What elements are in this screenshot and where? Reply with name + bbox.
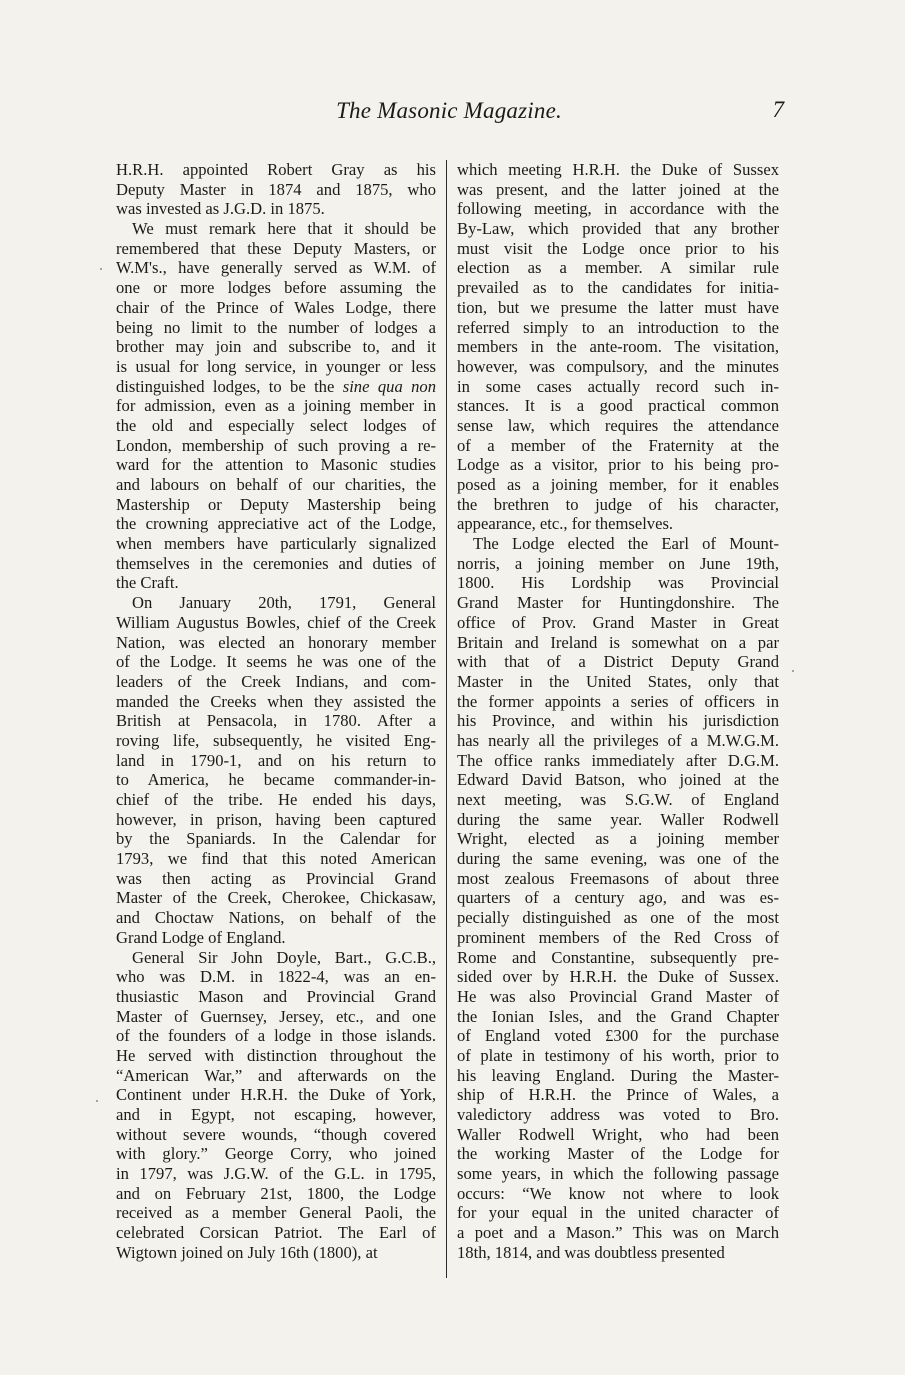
text-line: General Sir John Doyle, Bart., G.C.B., <box>132 947 436 967</box>
text-line: without severe wounds, “though covered <box>116 1124 436 1144</box>
text-line: was invested as J.G.D. in 1875. <box>116 199 325 219</box>
text-line: members in the ante-room. The visitation, <box>457 337 779 357</box>
text-line: to America, he became commander-in- <box>116 770 436 790</box>
text-line: when members have particularly signalized <box>116 534 436 554</box>
text-line: the former appoints a series of officers in <box>457 691 779 711</box>
text-line: posed as a joining member, for it enables <box>457 475 779 494</box>
text-line: his leaving England. During the Master- <box>457 1065 779 1085</box>
text-line: 1793, we find that this noted American <box>116 849 436 869</box>
text-line: “American War,” and afterwards on the <box>116 1065 436 1085</box>
text-line: one or more lodges before assuming the <box>116 278 436 298</box>
text-line: received as a member General Paoli, the <box>116 1203 436 1223</box>
text-line: has nearly all the privileges of a M.W.G.M. <box>457 730 779 750</box>
text-line: stances. It is a good practical common <box>457 396 779 416</box>
text-line: ward for the attention to Masonic studies <box>116 455 436 475</box>
text-line: for admission, even as a joining member in <box>116 396 436 416</box>
text-line: land in 1790-1, and on his return to <box>116 750 436 770</box>
text-line: On January 20th, 1791, General <box>132 593 436 613</box>
text-line: and on February 21st, 1800, the Lodge <box>116 1183 436 1203</box>
text-line: Master of the Creek, Cherokee, Chickasaw, <box>116 888 436 908</box>
page-number: 7 <box>772 97 784 122</box>
text-line: Grand Master for Huntingdonshire. The <box>457 593 779 613</box>
text-line: manded the Creeks when they assisted the <box>116 691 436 711</box>
text-line: was then acting as Provincial Grand <box>116 868 436 888</box>
left-text-column <box>116 160 436 1263</box>
text-line: the old and especially select lodges of <box>116 415 436 435</box>
text-line: a poet and a Mason.” This was on March <box>457 1223 779 1243</box>
text-line: the brethren to judge of his character, <box>457 494 779 514</box>
text-line: 1800. His Lordship was Provincial <box>457 573 779 593</box>
text-line: by the Spaniards. In the Calendar for <box>116 829 436 849</box>
text-line: Rome and Constantine, subsequently pre- <box>457 947 779 967</box>
text-line: and Choctaw Nations, on behalf of the <box>116 908 436 928</box>
italic-phrase: sine qua non <box>342 376 436 396</box>
text-line: prominent members of the Red Cross of <box>457 927 779 947</box>
right-text-column <box>457 160 779 1263</box>
paper-speck <box>96 1100 98 1102</box>
text-line: Wright, elected as a joining member <box>457 829 779 849</box>
text-line: By-Law, which provided that any brother <box>457 219 779 239</box>
text-line: themselves in the ceremonies and duties of <box>116 553 436 573</box>
text-line: Britain and Ireland is somewhat on a par <box>457 632 779 652</box>
text-line: chair of the Prince of Wales Lodge, there <box>116 297 436 317</box>
text-line: next meeting, was S.G.W. of England <box>457 790 779 809</box>
text-line: leaders of the Creek Indians, and com- <box>116 671 436 691</box>
text-line: Master in the United States, only that <box>457 671 779 691</box>
text-line: of the founders of a lodge in those islands. <box>116 1026 436 1046</box>
text-line: Lodge as a visitor, prior to his being pro- <box>457 455 779 475</box>
text-line: following meeting, in accordance with the <box>457 199 779 219</box>
text-line: He was also Provincial Grand Master of <box>457 986 779 1006</box>
text-line: valedictory address was voted to Bro. <box>457 1105 779 1124</box>
text-line: with that of a District Deputy Grand <box>457 652 779 672</box>
text-line: distinguished lodges, to be the sine qua non <box>116 376 436 396</box>
text-line: his Province, and within his jurisdiction <box>457 711 779 731</box>
text-line: William Augustus Bowles, chief of the Creek <box>116 612 436 632</box>
text-line: remembered that these Deputy Masters, or <box>116 238 436 258</box>
text-line: H.R.H. appointed Robert Gray as his <box>116 160 436 179</box>
text-line: ship of H.R.H. the Prince of Wales, a <box>457 1085 779 1105</box>
text-line: and in Egypt, not escaping, however, <box>116 1105 436 1124</box>
text-line: of a member of the Fraternity at the <box>457 435 779 455</box>
text-line: The office ranks immediately after D.G.M. <box>457 750 779 770</box>
text-line: thusiastic Mason and Provincial Grand <box>116 986 436 1006</box>
text-line: was present, and the latter joined at the <box>457 179 779 199</box>
text-line: Master of Guernsey, Jersey, etc., and one <box>116 1006 436 1026</box>
text-line: which meeting H.R.H. the Duke of Sussex <box>457 160 779 179</box>
text-line: with glory.” George Corry, who joined <box>116 1144 436 1164</box>
text-line: W.M's., have generally served as W.M. of <box>116 258 436 278</box>
text-line: of the Lodge. It seems he was one of the <box>116 652 436 672</box>
text-line: Nation, was elected an honorary member <box>116 632 436 652</box>
text-line: London, membership of such proving a re- <box>116 435 436 455</box>
text-line: of England voted £300 for the purchase <box>457 1026 779 1046</box>
text-line: chief of the tribe. He ended his days, <box>116 790 436 809</box>
text-line: referred simply to an introduction to the <box>457 317 779 337</box>
running-header <box>118 96 784 128</box>
text-line: Continent under H.R.H. the Duke of York, <box>116 1085 436 1105</box>
text-line: 18th, 1814, and was doubtless presented <box>457 1242 725 1262</box>
text-line: prevailed as to the candidates for initia- <box>457 278 779 298</box>
text-line: brother may join and subscribe to, and it <box>116 337 436 357</box>
text-line: He served with distinction throughout the <box>116 1045 436 1065</box>
text-line: during the same evening, was one of the <box>457 849 779 869</box>
text-line: celebrated Corsican Patriot. The Earl of <box>116 1223 436 1243</box>
text-line: occurs: “We know not where to look <box>457 1183 779 1203</box>
text-line: Edward David Batson, who joined at the <box>457 770 779 790</box>
text-line: election as a member. A similar rule <box>457 258 779 278</box>
text-line: the Ionian Isles, and the Grand Chapter <box>457 1006 779 1026</box>
text-line: The Lodge elected the Earl of Mount- <box>473 534 779 554</box>
column-divider <box>446 160 447 1278</box>
text-line: quarters of a century ago, and was es- <box>457 888 779 908</box>
text-line: during the same year. Waller Rodwell <box>457 809 779 829</box>
text-line: for your equal in the united character of <box>457 1203 779 1223</box>
text-line: tion, but we presume the latter must have <box>457 297 779 317</box>
text-line: in 1797, was J.G.W. of the G.L. in 1795, <box>116 1164 436 1184</box>
text-line: is usual for long service, in younger or less <box>116 356 436 376</box>
text-line: the working Master of the Lodge for <box>457 1144 779 1164</box>
text-line: Mastership or Deputy Mastership being <box>116 494 436 514</box>
text-line: being no limit to the number of lodges a <box>116 317 436 337</box>
paper-speck <box>100 268 102 270</box>
text-line: sided over by H.R.H. the Duke of Sussex. <box>457 967 779 987</box>
text-line: in some cases actually record such in- <box>457 376 779 396</box>
text-line: Deputy Master in 1874 and 1875, who <box>116 179 436 199</box>
text-line: Grand Lodge of England. <box>116 927 286 947</box>
text-line: must visit the Lodge once prior to his <box>457 238 779 258</box>
text-line: Wigtown joined on July 16th (1800), at <box>116 1242 378 1262</box>
text-line: however, was compulsory, and the minutes <box>457 356 779 376</box>
text-line: however, in prison, having been captured <box>116 809 436 829</box>
text-line: pecially distinguished as one of the most <box>457 908 779 928</box>
page-title: The Masonic Magazine. <box>336 98 562 123</box>
text-line: British at Pensacola, in 1780. After a <box>116 711 436 731</box>
text-line: and labours on behalf of our charities, the <box>116 475 436 494</box>
text-line: sense law, which requires the attendance <box>457 415 779 435</box>
text-line: who was D.M. in 1822-4, was an en- <box>116 967 436 987</box>
text-line: office of Prov. Grand Master in Great <box>457 612 779 632</box>
text-line: most zealous Freemasons of about three <box>457 868 779 888</box>
paper-speck <box>792 670 794 672</box>
text-line: of plate in testimony of his worth, prior to <box>457 1045 779 1065</box>
text-line: roving life, subsequently, he visited Eng- <box>116 730 436 750</box>
text-line: some years, in which the following passage <box>457 1164 779 1184</box>
text-line: the crowning appreciative act of the Lodge, <box>116 514 436 534</box>
text-line: norris, a joining member on June 19th, <box>457 553 779 573</box>
text-line: Waller Rodwell Wright, who had been <box>457 1124 779 1144</box>
text-line: We must remark here that it should be <box>132 219 436 239</box>
text-line: the Craft. <box>116 573 179 593</box>
text-line: appearance, etc., for themselves. <box>457 514 674 534</box>
